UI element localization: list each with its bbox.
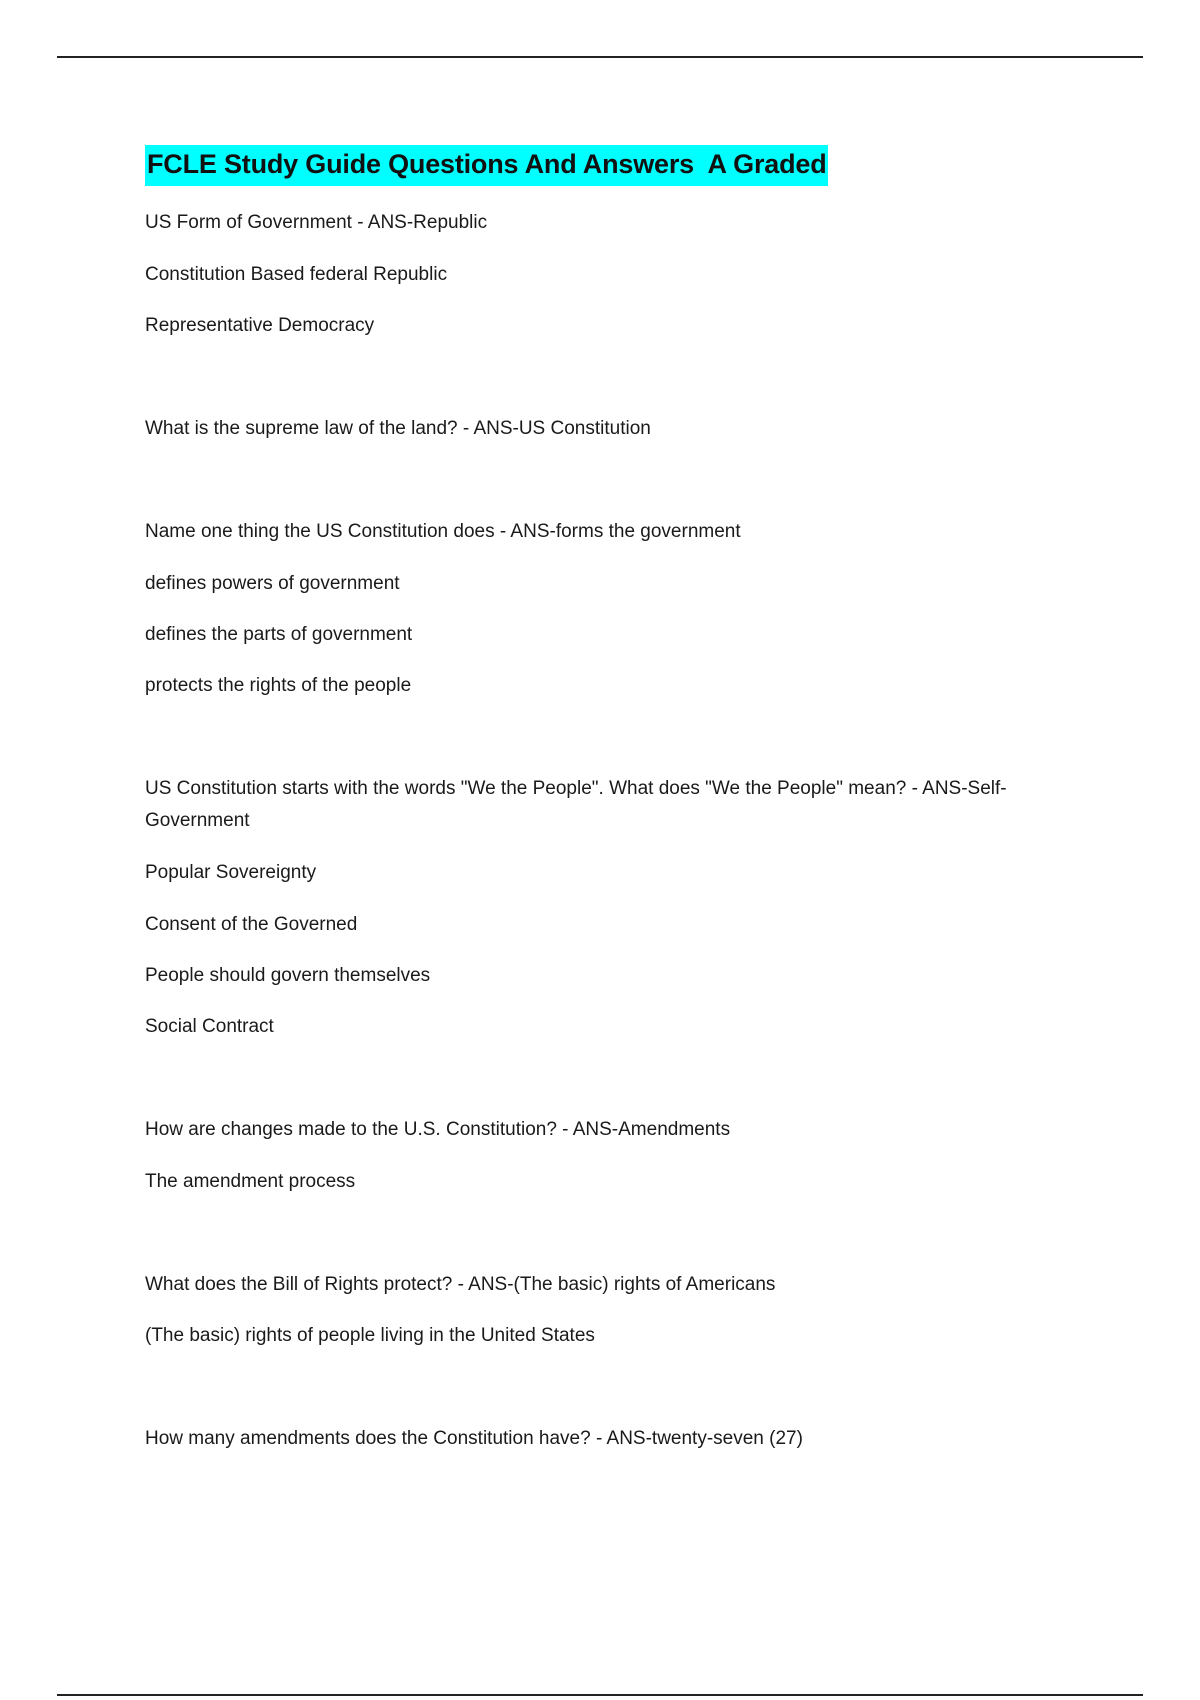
qa-line: Representative Democracy bbox=[145, 315, 375, 336]
qa-line: How many amendments does the Constitution have? - ANS-twenty-seven (27) bbox=[145, 1428, 803, 1449]
qa-line: What is the supreme law of the land? - ANS-US Constitution bbox=[145, 418, 651, 439]
qa-line: (The basic) rights of people living in the United States bbox=[145, 1325, 595, 1346]
qa-line: Popular Sovereignty bbox=[145, 862, 317, 883]
document-title: FCLE Study Guide Questions And Answers A Graded bbox=[145, 145, 828, 186]
footer-rule bbox=[57, 1694, 1143, 1696]
qa-line: People should govern themselves bbox=[145, 965, 431, 986]
qa-line: How are changes made to the U.S. Constitution? - ANS-Amendments bbox=[145, 1119, 731, 1140]
qa-line: Social Contract bbox=[145, 1016, 274, 1037]
qa-line: Constitution Based federal Republic bbox=[145, 264, 448, 285]
qa-line: protects the rights of the people bbox=[145, 675, 412, 696]
qa-line: US Form of Government - ANS-Republic bbox=[145, 212, 488, 233]
qa-line: Consent of the Governed bbox=[145, 914, 358, 935]
header-rule bbox=[57, 56, 1143, 58]
qa-line: defines powers of government bbox=[145, 573, 400, 594]
qa-line: What does the Bill of Rights protect? - ANS-(The basic) rights of Americans bbox=[145, 1274, 776, 1295]
qa-line: defines the parts of government bbox=[145, 624, 413, 645]
qa-line: US Constitution starts with the words "We the People". What does "We the People" mean? - ANS-Self-Government bbox=[145, 778, 1007, 831]
qa-line: The amendment process bbox=[145, 1171, 356, 1192]
qa-line: Name one thing the US Constitution does - ANS-forms the government bbox=[145, 521, 741, 542]
